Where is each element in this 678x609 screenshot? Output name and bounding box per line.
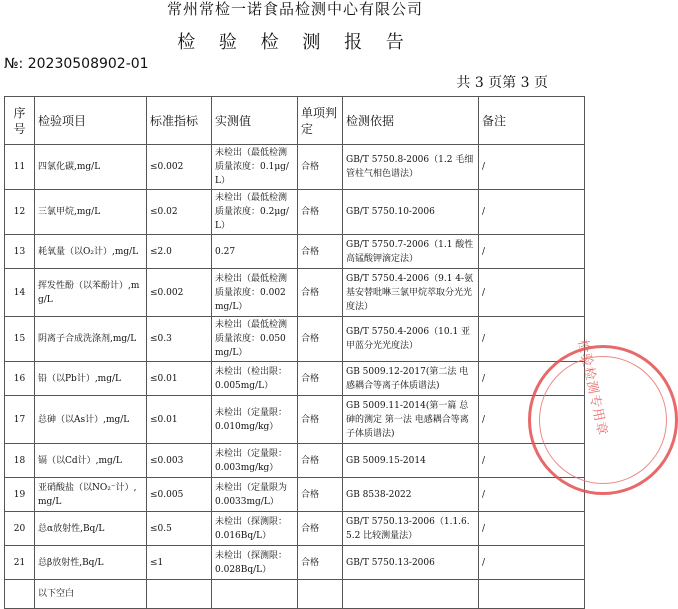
cell-result: 未检出（最低检测质量浓度：0.2μg/L）	[212, 190, 298, 235]
table-row	[5, 317, 585, 362]
official-seal	[528, 338, 678, 495]
cell-method: GB/T 5750.13-2006	[343, 546, 479, 580]
cell-remark: /	[479, 546, 585, 580]
cell-method: GB/T 5750.7-2006（1.1 酸性高锰酸钾滴定法）	[343, 235, 479, 269]
table-row	[5, 145, 585, 190]
cell-item: 三氯甲烷,mg/L	[35, 190, 147, 235]
table-row	[5, 478, 585, 512]
column-header: 检验项目	[35, 97, 147, 145]
cell-no: 18	[5, 444, 35, 478]
cell-result: 未检出（定量限：0.003mg/kg）	[212, 444, 298, 478]
cell-verdict: 合格	[298, 396, 343, 444]
cell-verdict: 合格	[298, 362, 343, 396]
blank-row	[5, 580, 585, 609]
column-header: 单项判定	[298, 97, 343, 145]
cell-no: 17	[5, 396, 35, 444]
cell-no: 14	[5, 269, 35, 317]
cell-no: 20	[5, 512, 35, 546]
cell-item: 总β放射性,Bq/L	[35, 546, 147, 580]
cell-remark: /	[479, 512, 585, 546]
cell-result: 未检出（定量限：0.010mg/kg）	[212, 396, 298, 444]
cell-remark: /	[479, 190, 585, 235]
cell-result: 0.27	[212, 235, 298, 269]
cell-limit: ≤0.005	[147, 478, 212, 512]
cell-item: 挥发性酚（以苯酚计）,mg/L	[35, 269, 147, 317]
cell-remark: /	[479, 145, 585, 190]
table-row	[5, 396, 585, 444]
cell-method: GB 5009.15-2014	[343, 444, 479, 478]
cell-limit: ≤0.002	[147, 269, 212, 317]
cell-limit: ≤0.02	[147, 190, 212, 235]
cell-item: 总α放射性,Bq/L	[35, 512, 147, 546]
table-row	[5, 546, 585, 580]
cell-method: GB/T 5750.4-2006（10.1 亚甲蓝分光光度法）	[343, 317, 479, 362]
table-row	[5, 190, 585, 235]
cell-item: 耗氧量（以O₂计）,mg/L	[35, 235, 147, 269]
cell-remark: /	[479, 269, 585, 317]
table-header-row	[5, 97, 585, 145]
cell-method: GB 5009.11-2014(第一篇 总砷的测定 第一法 电感耦合等离子体质谱法)	[343, 396, 479, 444]
cell-verdict: 合格	[298, 190, 343, 235]
cell-limit: ≤2.0	[147, 235, 212, 269]
seal-text: 检验检测专用章	[574, 338, 610, 438]
table-row	[5, 235, 585, 269]
cell-remark: /	[479, 444, 585, 478]
cell-method: GB 5009.12-2017(第二法 电感耦合等离子体质谱法)	[343, 362, 479, 396]
report-title: 检 验 检 测 报 告	[177, 32, 413, 53]
cell-verdict: 合格	[298, 145, 343, 190]
cell-result: 未检出（定量限为0.0033mg/L）	[212, 478, 298, 512]
cell-no: 19	[5, 478, 35, 512]
cell-method: GB/T 5750.10-2006	[343, 190, 479, 235]
table-row	[5, 444, 585, 478]
cell-no: 13	[5, 235, 35, 269]
cell-result: 未检出（最低检测质量浓度：0.050mg/L）	[212, 317, 298, 362]
cell-verdict: 合格	[298, 235, 343, 269]
cell-verdict: 合格	[298, 478, 343, 512]
cell-limit: ≤0.01	[147, 362, 212, 396]
cell-item: 阴离子合成洗涤剂,mg/L	[35, 317, 147, 362]
table-row	[5, 362, 585, 396]
cell-item: 总砷（以As计）,mg/L	[35, 396, 147, 444]
column-header: 实测值	[212, 97, 298, 145]
cell-result: 未检出（探测限：0.028Bq/L）	[212, 546, 298, 580]
cell-verdict: 合格	[298, 512, 343, 546]
cell-no: 15	[5, 317, 35, 362]
column-header: 检测依据	[343, 97, 479, 145]
cell-no: 12	[5, 190, 35, 235]
cell-item: 亚硝酸盐（以NO₂⁻计）,mg/L	[35, 478, 147, 512]
cell-result: 未检出（检出限：0.005mg/L）	[212, 362, 298, 396]
cell-verdict: 合格	[298, 444, 343, 478]
page-info: 共 3 页第 3 页	[456, 75, 548, 91]
cell-remark: /	[479, 235, 585, 269]
column-header: 序号	[5, 97, 35, 145]
report-number: №: 20230508902-01	[4, 56, 149, 72]
cell-remark: /	[479, 396, 585, 444]
cell-limit: ≤0.01	[147, 396, 212, 444]
cell-item: 铅（以Pb计）,mg/L	[35, 362, 147, 396]
cell-remark: /	[479, 478, 585, 512]
cell-limit: ≤0.5	[147, 512, 212, 546]
table-row	[5, 512, 585, 546]
blank-note: 以下空白	[35, 580, 147, 609]
results-table	[4, 96, 585, 609]
cell-no: 16	[5, 362, 35, 396]
cell-no: 21	[5, 546, 35, 580]
cell-remark: /	[479, 362, 585, 396]
cell-method: GB/T 5750.4-2006（9.1 4-氨基安替吡啉三氯甲烷萃取分光光度法）	[343, 269, 479, 317]
organization-name: 常州常检一诺食品检测中心有限公司	[166, 0, 423, 18]
cell-limit: ≤0.002	[147, 145, 212, 190]
cell-result: 未检出（探测限：0.016Bq/L）	[212, 512, 298, 546]
table-row	[5, 269, 585, 317]
column-header: 标准指标	[147, 97, 212, 145]
cell-verdict: 合格	[298, 269, 343, 317]
cell-limit: ≤0.3	[147, 317, 212, 362]
cell-item: 四氯化碳,mg/L	[35, 145, 147, 190]
cell-result: 未检出（最低检测质量浓度：0.1μg/L）	[212, 145, 298, 190]
cell-item: 镉（以Cd计）,mg/L	[35, 444, 147, 478]
cell-remark: /	[479, 317, 585, 362]
cell-method: GB/T 5750.8-2006（1.2 毛细管柱气相色谱法）	[343, 145, 479, 190]
cell-result: 未检出（最低检测质量浓度：0.002mg/L）	[212, 269, 298, 317]
cell-verdict: 合格	[298, 546, 343, 580]
cell-method: GB 8538-2022	[343, 478, 479, 512]
cell-limit: ≤1	[147, 546, 212, 580]
cell-verdict: 合格	[298, 317, 343, 362]
column-header: 备注	[479, 97, 585, 145]
cell-no: 11	[5, 145, 35, 190]
cell-limit: ≤0.003	[147, 444, 212, 478]
cell-method: GB/T 5750.13-2006（1.1.6.5.2 比较测量法）	[343, 512, 479, 546]
